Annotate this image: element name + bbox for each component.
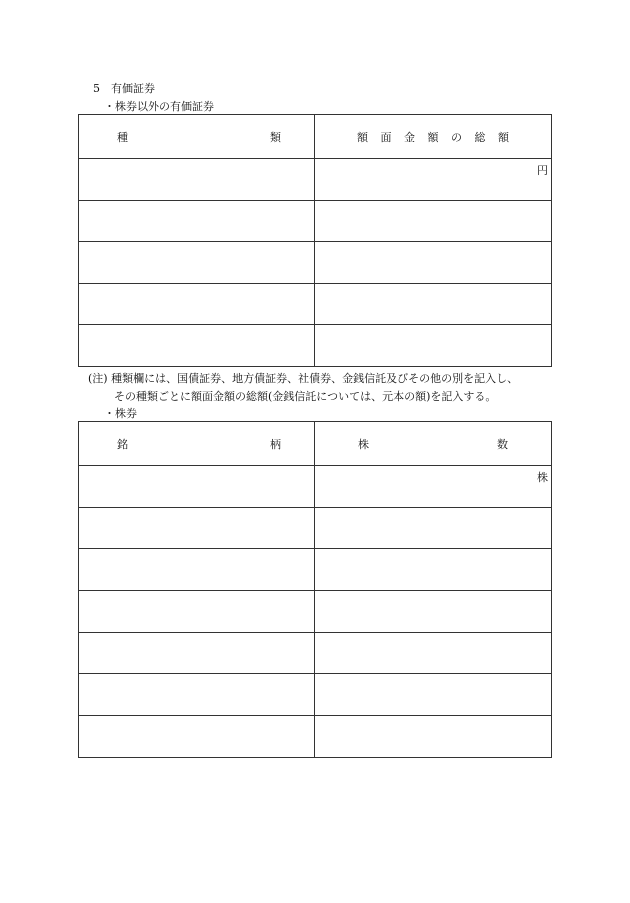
header-char: 数 <box>497 437 508 451</box>
face-value-column-header <box>315 115 552 159</box>
header-char: 種 <box>117 130 128 144</box>
section-title: 5 有価証券 <box>93 82 155 95</box>
table-row <box>79 549 552 591</box>
type-cell[interactable] <box>79 283 315 325</box>
issue-cell[interactable] <box>79 507 315 549</box>
shares-column-header <box>315 422 552 466</box>
shares-cell[interactable] <box>315 716 552 758</box>
header-char: 額 <box>427 130 439 144</box>
table-row <box>79 591 552 633</box>
issue-cell[interactable] <box>79 591 315 633</box>
table-row <box>79 283 552 325</box>
table-row <box>79 507 552 549</box>
type-cell[interactable] <box>79 200 315 242</box>
type-cell[interactable] <box>79 159 315 201</box>
header-char: 柄 <box>270 437 281 451</box>
header-char: 額 <box>498 130 509 144</box>
shares-cell[interactable] <box>315 674 552 716</box>
table-row <box>79 716 552 758</box>
table-row <box>79 466 552 508</box>
shares-cell[interactable] <box>315 507 552 549</box>
shares-unit-label: 株 <box>537 471 548 484</box>
table-row <box>79 200 552 242</box>
header-char: 総 <box>474 130 486 144</box>
note-text <box>88 370 558 406</box>
table-row <box>79 242 552 284</box>
issue-cell[interactable] <box>79 716 315 758</box>
type-cell[interactable] <box>79 242 315 284</box>
securities-table <box>78 114 552 367</box>
shares-cell[interactable] <box>315 632 552 674</box>
amount-cell[interactable] <box>315 325 552 367</box>
table-row <box>79 325 552 367</box>
amount-cell[interactable] <box>315 242 552 284</box>
header-char: 面 <box>380 130 392 144</box>
note-line: (注) 種類欄には、国債証券、地方債証券、社債券、金銭信託及びその他の別を記入し、 <box>88 372 519 385</box>
amount-cell[interactable] <box>315 200 552 242</box>
yen-unit-label: 円 <box>537 164 548 177</box>
amount-cell[interactable] <box>315 283 552 325</box>
stocks-subtitle: ・株券 <box>104 407 137 420</box>
header-char: 金 <box>404 130 415 144</box>
table-header-row <box>79 422 552 466</box>
table-row <box>79 674 552 716</box>
table-header-row <box>79 115 552 159</box>
type-cell[interactable] <box>79 325 315 367</box>
issue-cell[interactable] <box>79 549 315 591</box>
shares-cell[interactable] <box>315 549 552 591</box>
table-row <box>79 632 552 674</box>
stocks-table <box>78 421 552 758</box>
header-char: の <box>451 130 462 144</box>
issue-column-header <box>79 422 315 466</box>
shares-cell[interactable] <box>315 466 552 508</box>
note-line: その種類ごとに額面金額の総額(金銭信託については、元本の額)を記入する。 <box>114 390 497 403</box>
issue-cell[interactable] <box>79 632 315 674</box>
header-char: 類 <box>270 130 281 144</box>
header-char: 額 <box>357 130 368 144</box>
table-row <box>79 159 552 201</box>
issue-cell[interactable] <box>79 466 315 508</box>
header-char: 株 <box>358 437 369 451</box>
type-column-header <box>79 115 315 159</box>
header-char: 銘 <box>117 437 128 451</box>
shares-cell[interactable] <box>315 591 552 633</box>
securities-subtitle: ・株券以外の有価証券 <box>104 100 214 113</box>
issue-cell[interactable] <box>79 674 315 716</box>
amount-cell[interactable] <box>315 159 552 201</box>
